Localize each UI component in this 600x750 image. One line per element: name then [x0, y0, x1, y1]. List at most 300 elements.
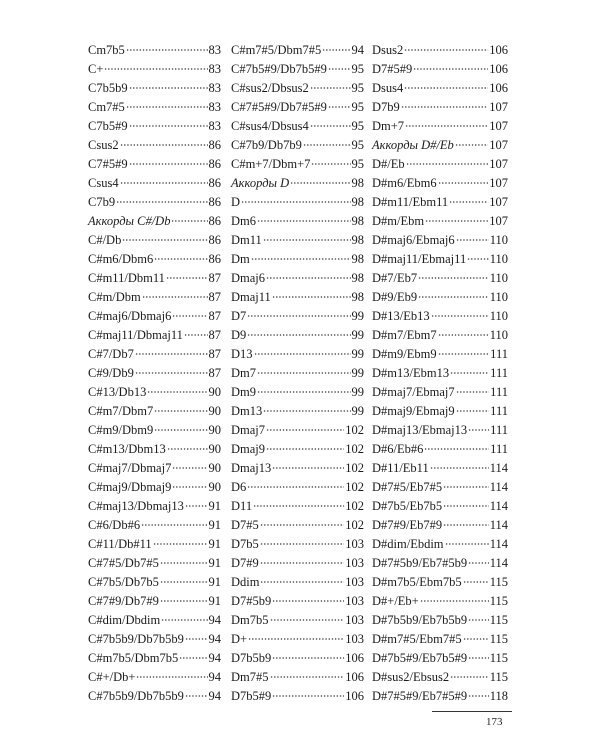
entry-name: C#sus2/Dbsus2 [231, 81, 309, 95]
entry-page-number: 118 [489, 689, 508, 703]
dot-leader [438, 182, 489, 184]
entry-page-number: 98 [351, 195, 364, 209]
entry-page-number: 94 [208, 613, 221, 627]
entry-page-number: 99 [351, 328, 364, 342]
entry-page-number: 102 [345, 480, 364, 494]
entry-name: C#7#5#9/Db7#5#9 [231, 100, 327, 114]
dot-leader [160, 600, 208, 602]
index-entry [88, 478, 221, 497]
entry-page-number: 102 [345, 499, 364, 513]
dot-leader [468, 562, 489, 564]
entry-name: Аккорды D#/Eb [372, 138, 454, 152]
dot-leader [185, 638, 208, 640]
index-column-2 [231, 41, 364, 706]
dot-leader [272, 600, 344, 602]
entry-page-number: 98 [351, 176, 364, 190]
entry-page-number: 110 [489, 290, 508, 304]
dot-leader [135, 353, 208, 355]
footer-rule [432, 711, 512, 712]
entry-name: D6 [231, 480, 247, 494]
index-entry [88, 364, 221, 383]
entry-name: C#m13/Dbm13 [88, 442, 166, 456]
entry-name: D+ [231, 632, 248, 646]
entry-name: Dm11 [231, 233, 262, 247]
dot-leader [270, 676, 345, 678]
index-entry [372, 288, 508, 307]
entry-page-number: 83 [208, 100, 221, 114]
index-entry [372, 478, 508, 497]
entry-page-number: 95 [351, 100, 364, 114]
index-entry [231, 459, 364, 478]
entry-page-number: 99 [351, 385, 364, 399]
dot-leader [184, 334, 208, 336]
dot-leader [424, 448, 489, 450]
entry-name: Dm6 [231, 214, 256, 228]
entry-page-number: 111 [490, 442, 508, 456]
index-entry [231, 573, 364, 592]
entry-page-number: 115 [489, 670, 508, 684]
dot-leader [290, 182, 350, 184]
entry-name: C#7#9/Db7#9 [88, 594, 159, 608]
dot-leader [310, 125, 351, 127]
index-entry [231, 41, 364, 60]
index-entry [231, 307, 364, 326]
index-entry [231, 250, 364, 269]
dot-leader [166, 277, 208, 279]
entry-name: Cm7#5 [88, 100, 125, 114]
entry-page-number: 86 [208, 138, 221, 152]
entry-name: C#m7#5/Dbm7#5 [231, 43, 322, 57]
entry-page-number: 98 [351, 290, 364, 304]
dot-leader [404, 87, 488, 89]
index-entry [372, 497, 508, 516]
index-entry [231, 668, 364, 687]
entry-name: D#7#5b9/Eb7#5b9 [372, 556, 468, 570]
entry-name: C#7b5#9/Db7b5#9 [231, 62, 327, 76]
entry-name: Аккорды C#/Db [88, 214, 171, 228]
entry-page-number: 110 [489, 233, 508, 247]
entry-name: C#maj11/Dbmaj11 [88, 328, 183, 342]
entry-page-number: 90 [208, 480, 221, 494]
entry-name: C#maj13/Dbmaj13 [88, 499, 184, 513]
index-entry [372, 117, 508, 136]
entry-name: C#7b5b9/Db7b5b9 [88, 632, 184, 646]
dot-leader [172, 315, 207, 317]
entry-name: C#7/Db7 [88, 347, 134, 361]
index-entry [372, 231, 508, 250]
entry-name: D#m7b5/Ebm7b5 [372, 575, 462, 589]
entry-name: C#m11/Dbm11 [88, 271, 165, 285]
entry-name: Dm13 [231, 404, 263, 418]
index-entry [231, 687, 364, 706]
index-entry [88, 440, 221, 459]
entry-name: D13 [231, 347, 253, 361]
entry-name: C#13/Db13 [88, 385, 147, 399]
entry-page-number: 95 [351, 62, 364, 76]
index-entry [231, 649, 364, 668]
index-entry [88, 687, 221, 706]
entry-page-number: 114 [489, 518, 508, 532]
entry-name: Dmaj9 [231, 442, 266, 456]
entry-page-number: 107 [489, 214, 508, 228]
index-entry [88, 383, 221, 402]
entry-name: Dmaj6 [231, 271, 266, 285]
dot-leader [126, 49, 208, 51]
entry-page-number: 91 [208, 556, 221, 570]
entry-page-number: 86 [208, 233, 221, 247]
index-entry [231, 231, 364, 250]
dot-leader [122, 239, 207, 241]
entry-name: C#sus4/Dbsus4 [231, 119, 309, 133]
entry-page-number: 110 [489, 328, 508, 342]
index-entry [88, 497, 221, 516]
dot-leader [463, 638, 489, 640]
entry-page-number: 111 [490, 366, 508, 380]
dot-leader [120, 182, 208, 184]
entry-name: D7 [231, 309, 247, 323]
index-entry [231, 98, 364, 117]
entry-name: D#dim/Ebdim [372, 537, 444, 551]
entry-page-number: 95 [351, 119, 364, 133]
entry-page-number: 107 [489, 157, 508, 171]
entry-name: C7b9 [88, 195, 116, 209]
entry-page-number: 95 [351, 81, 364, 95]
dot-leader [129, 163, 208, 165]
index-entry [372, 41, 508, 60]
entry-page-number: 86 [208, 176, 221, 190]
dot-leader [260, 524, 344, 526]
entry-name: C#/Db [88, 233, 122, 247]
index-entry [88, 554, 221, 573]
entry-page-number: 94 [351, 43, 364, 57]
entry-page-number: 103 [345, 537, 364, 551]
dot-leader [257, 391, 351, 393]
entry-name: Dmaj11 [231, 290, 271, 304]
entry-page-number: 103 [345, 632, 364, 646]
index-entry [231, 402, 364, 421]
dot-leader [310, 87, 351, 89]
index-entry [88, 573, 221, 592]
entry-page-number: 102 [345, 423, 364, 437]
index-entry [88, 649, 221, 668]
index-entry [88, 535, 221, 554]
entry-page-number: 102 [345, 518, 364, 532]
dot-leader [443, 486, 489, 488]
entry-name: D7#5 [231, 518, 259, 532]
entry-page-number: 114 [489, 480, 508, 494]
dot-leader [172, 467, 207, 469]
entry-page-number: 114 [489, 556, 508, 570]
dot-leader [328, 68, 351, 70]
entry-name: D#m6/Ebm6 [372, 176, 437, 190]
entry-page-number: 90 [208, 404, 221, 418]
entry-page-number: 83 [208, 81, 221, 95]
dot-leader [185, 695, 208, 697]
index-entry [372, 79, 508, 98]
index-column-1 [88, 41, 221, 706]
entry-page-number: 110 [489, 271, 508, 285]
chord-index [88, 41, 508, 706]
dot-leader [120, 144, 208, 146]
index-entry [231, 630, 364, 649]
entry-page-number: 90 [208, 385, 221, 399]
entry-name: D#9/Eb9 [372, 290, 418, 304]
entry-page-number: 114 [489, 461, 508, 475]
index-entry [372, 535, 508, 554]
entry-name: D#7b5#9/Eb7b5#9 [372, 651, 468, 665]
index-section-heading [231, 174, 364, 193]
index-section-heading [372, 136, 508, 155]
entry-page-number: 87 [208, 347, 221, 361]
entry-name: C#7b5/Db7b5 [88, 575, 159, 589]
entry-page-number: 83 [208, 119, 221, 133]
index-entry [88, 345, 221, 364]
entry-name: C+ [88, 62, 104, 76]
index-entry [231, 269, 364, 288]
dot-leader [272, 695, 344, 697]
dot-leader [405, 125, 488, 127]
entry-name: Dmaj13 [231, 461, 272, 475]
index-entry [372, 440, 508, 459]
dot-leader [241, 201, 350, 203]
index-entry [231, 212, 364, 231]
index-entry [231, 193, 364, 212]
entry-name: D11 [231, 499, 253, 513]
entry-page-number: 94 [208, 651, 221, 665]
entry-page-number: 102 [345, 461, 364, 475]
index-entry [372, 60, 508, 79]
entry-name: D#m9/Ebm9 [372, 347, 437, 361]
dot-leader [257, 220, 351, 222]
entry-page-number: 103 [345, 556, 364, 570]
entry-page-number: 106 [345, 670, 364, 684]
entry-name: D#maj9/Ebmaj9 [372, 404, 455, 418]
entry-name: Csus2 [88, 138, 119, 152]
index-entry [88, 592, 221, 611]
index-entry [231, 611, 364, 630]
index-entry [231, 155, 364, 174]
index-entry [88, 516, 221, 535]
entry-page-number: 87 [208, 309, 221, 323]
dot-leader [311, 163, 350, 165]
index-entry [231, 326, 364, 345]
dot-leader [430, 467, 489, 469]
entry-page-number: 111 [490, 404, 508, 418]
entry-name: D [231, 195, 241, 209]
dot-leader [154, 258, 207, 260]
entry-name: Dsus2 [372, 43, 404, 57]
entry-page-number: 90 [208, 461, 221, 475]
dot-leader [413, 68, 488, 70]
index-entry [231, 497, 364, 516]
dot-leader [328, 106, 351, 108]
dot-leader [266, 277, 350, 279]
index-entry [372, 592, 508, 611]
entry-page-number: 83 [208, 62, 221, 76]
entry-name: D7#5#9 [372, 62, 413, 76]
entry-page-number: 106 [489, 62, 508, 76]
index-entry [372, 98, 508, 117]
entry-name: D#m11/Ebm11 [372, 195, 449, 209]
entry-page-number: 91 [208, 594, 221, 608]
entry-page-number: 114 [489, 537, 508, 551]
entry-page-number: 98 [351, 252, 364, 266]
dot-leader [104, 68, 207, 70]
dot-leader [248, 638, 344, 640]
dot-leader [443, 524, 489, 526]
entry-page-number: 114 [489, 499, 508, 513]
index-entry [231, 288, 364, 307]
index-entry [88, 421, 221, 440]
dot-leader [154, 410, 207, 412]
index-entry [231, 383, 364, 402]
dot-leader [450, 676, 489, 678]
entry-name: C#maj9/Dbmaj9 [88, 480, 172, 494]
entry-page-number: 107 [489, 195, 508, 209]
entry-name: C#11/Db#11 [88, 537, 152, 551]
index-entry [372, 326, 508, 345]
dot-leader [431, 315, 489, 317]
index-entry [372, 345, 508, 364]
dot-leader [135, 372, 208, 374]
entry-name: C#m7b5/Dbm7b5 [88, 651, 179, 665]
entry-page-number: 107 [489, 138, 508, 152]
index-entry [88, 60, 221, 79]
dot-leader [401, 106, 488, 108]
entry-page-number: 115 [489, 594, 508, 608]
index-entry [88, 41, 221, 60]
dot-leader [438, 353, 490, 355]
index-entry [88, 136, 221, 155]
entry-name: C#7#5/Db7#5 [88, 556, 159, 570]
index-entry [231, 554, 364, 573]
dot-leader [443, 505, 489, 507]
entry-name: D#7#9/Eb7#9 [372, 518, 443, 532]
index-entry [372, 250, 508, 269]
dot-leader [456, 239, 489, 241]
entry-name: C#7b5b9/Db7b5b9 [88, 689, 184, 703]
dot-leader [467, 258, 489, 260]
dot-leader [160, 581, 208, 583]
entry-page-number: 86 [208, 252, 221, 266]
entry-page-number: 94 [208, 689, 221, 703]
dot-leader [141, 524, 207, 526]
index-entry [88, 250, 221, 269]
entry-name: D7#5b9 [231, 594, 272, 608]
entry-name: Cm7b5 [88, 43, 125, 57]
entry-page-number: 94 [208, 632, 221, 646]
entry-name: C#m7/Dbm7 [88, 404, 154, 418]
dot-leader [263, 239, 351, 241]
entry-name: D#7b5/Eb7b5 [372, 499, 443, 513]
entry-page-number: 87 [208, 290, 221, 304]
dot-leader [260, 562, 344, 564]
entry-page-number: 115 [489, 613, 508, 627]
dot-leader [456, 391, 490, 393]
dot-leader [147, 391, 207, 393]
entry-page-number: 87 [208, 328, 221, 342]
index-entry [372, 364, 508, 383]
dot-leader [418, 296, 489, 298]
dot-leader [116, 201, 207, 203]
dot-leader [322, 49, 350, 51]
entry-page-number: 94 [208, 670, 221, 684]
entry-name: D#+/Eb+ [372, 594, 419, 608]
dot-leader [260, 581, 344, 583]
index-entry [372, 174, 508, 193]
entry-name: C#maj6/Dbmaj6 [88, 309, 172, 323]
dot-leader [154, 429, 207, 431]
dot-leader [455, 144, 489, 146]
entry-name: Dm9 [231, 385, 256, 399]
index-entry [372, 554, 508, 573]
dot-leader [257, 372, 351, 374]
entry-name: D7b5b9 [231, 651, 272, 665]
entry-page-number: 86 [208, 195, 221, 209]
index-entry [88, 668, 221, 687]
index-entry [372, 649, 508, 668]
entry-name: Ddim [231, 575, 260, 589]
index-entry [372, 193, 508, 212]
entry-name: C#9/Db9 [88, 366, 134, 380]
entry-name: C7b5b9 [88, 81, 128, 95]
entry-name: C7b5#9 [88, 119, 128, 133]
entry-page-number: 91 [208, 518, 221, 532]
entry-page-number: 90 [208, 442, 221, 456]
entry-page-number: 91 [208, 537, 221, 551]
entry-page-number: 87 [208, 271, 221, 285]
dot-leader [247, 334, 350, 336]
index-entry [231, 364, 364, 383]
index-entry [372, 687, 508, 706]
entry-page-number: 87 [208, 366, 221, 380]
index-entry [372, 155, 508, 174]
index-entry [372, 573, 508, 592]
dot-leader [270, 619, 345, 621]
entry-name: D#7#5#9/Eb7#5#9 [372, 689, 468, 703]
entry-name: D7b5 [231, 537, 259, 551]
entry-name: D#m7#5/Ebm7#5 [372, 632, 462, 646]
dot-leader [272, 657, 344, 659]
entry-page-number: 115 [489, 632, 508, 646]
entry-page-number: 107 [489, 100, 508, 114]
index-entry [372, 611, 508, 630]
index-entry [372, 269, 508, 288]
entry-page-number: 106 [345, 689, 364, 703]
entry-name: Dm7 [231, 366, 256, 380]
index-entry [231, 60, 364, 79]
dot-leader [456, 410, 490, 412]
index-entry [231, 117, 364, 136]
entry-name: D#maj11/Ebmaj11 [372, 252, 467, 266]
entry-page-number: 91 [208, 499, 221, 513]
dot-leader [254, 353, 351, 355]
dot-leader [179, 657, 207, 659]
index-entry [88, 117, 221, 136]
entry-page-number: 86 [208, 157, 221, 171]
entry-name: D#maj6/Ebmaj6 [372, 233, 455, 247]
dot-leader [251, 258, 351, 260]
entry-name: D9 [231, 328, 247, 342]
index-entry [372, 402, 508, 421]
dot-leader [253, 505, 344, 507]
entry-page-number: 107 [489, 119, 508, 133]
index-entry [231, 516, 364, 535]
entry-page-number: 115 [489, 651, 508, 665]
index-entry [88, 459, 221, 478]
entry-page-number: 110 [489, 252, 508, 266]
entry-page-number: 99 [351, 309, 364, 323]
